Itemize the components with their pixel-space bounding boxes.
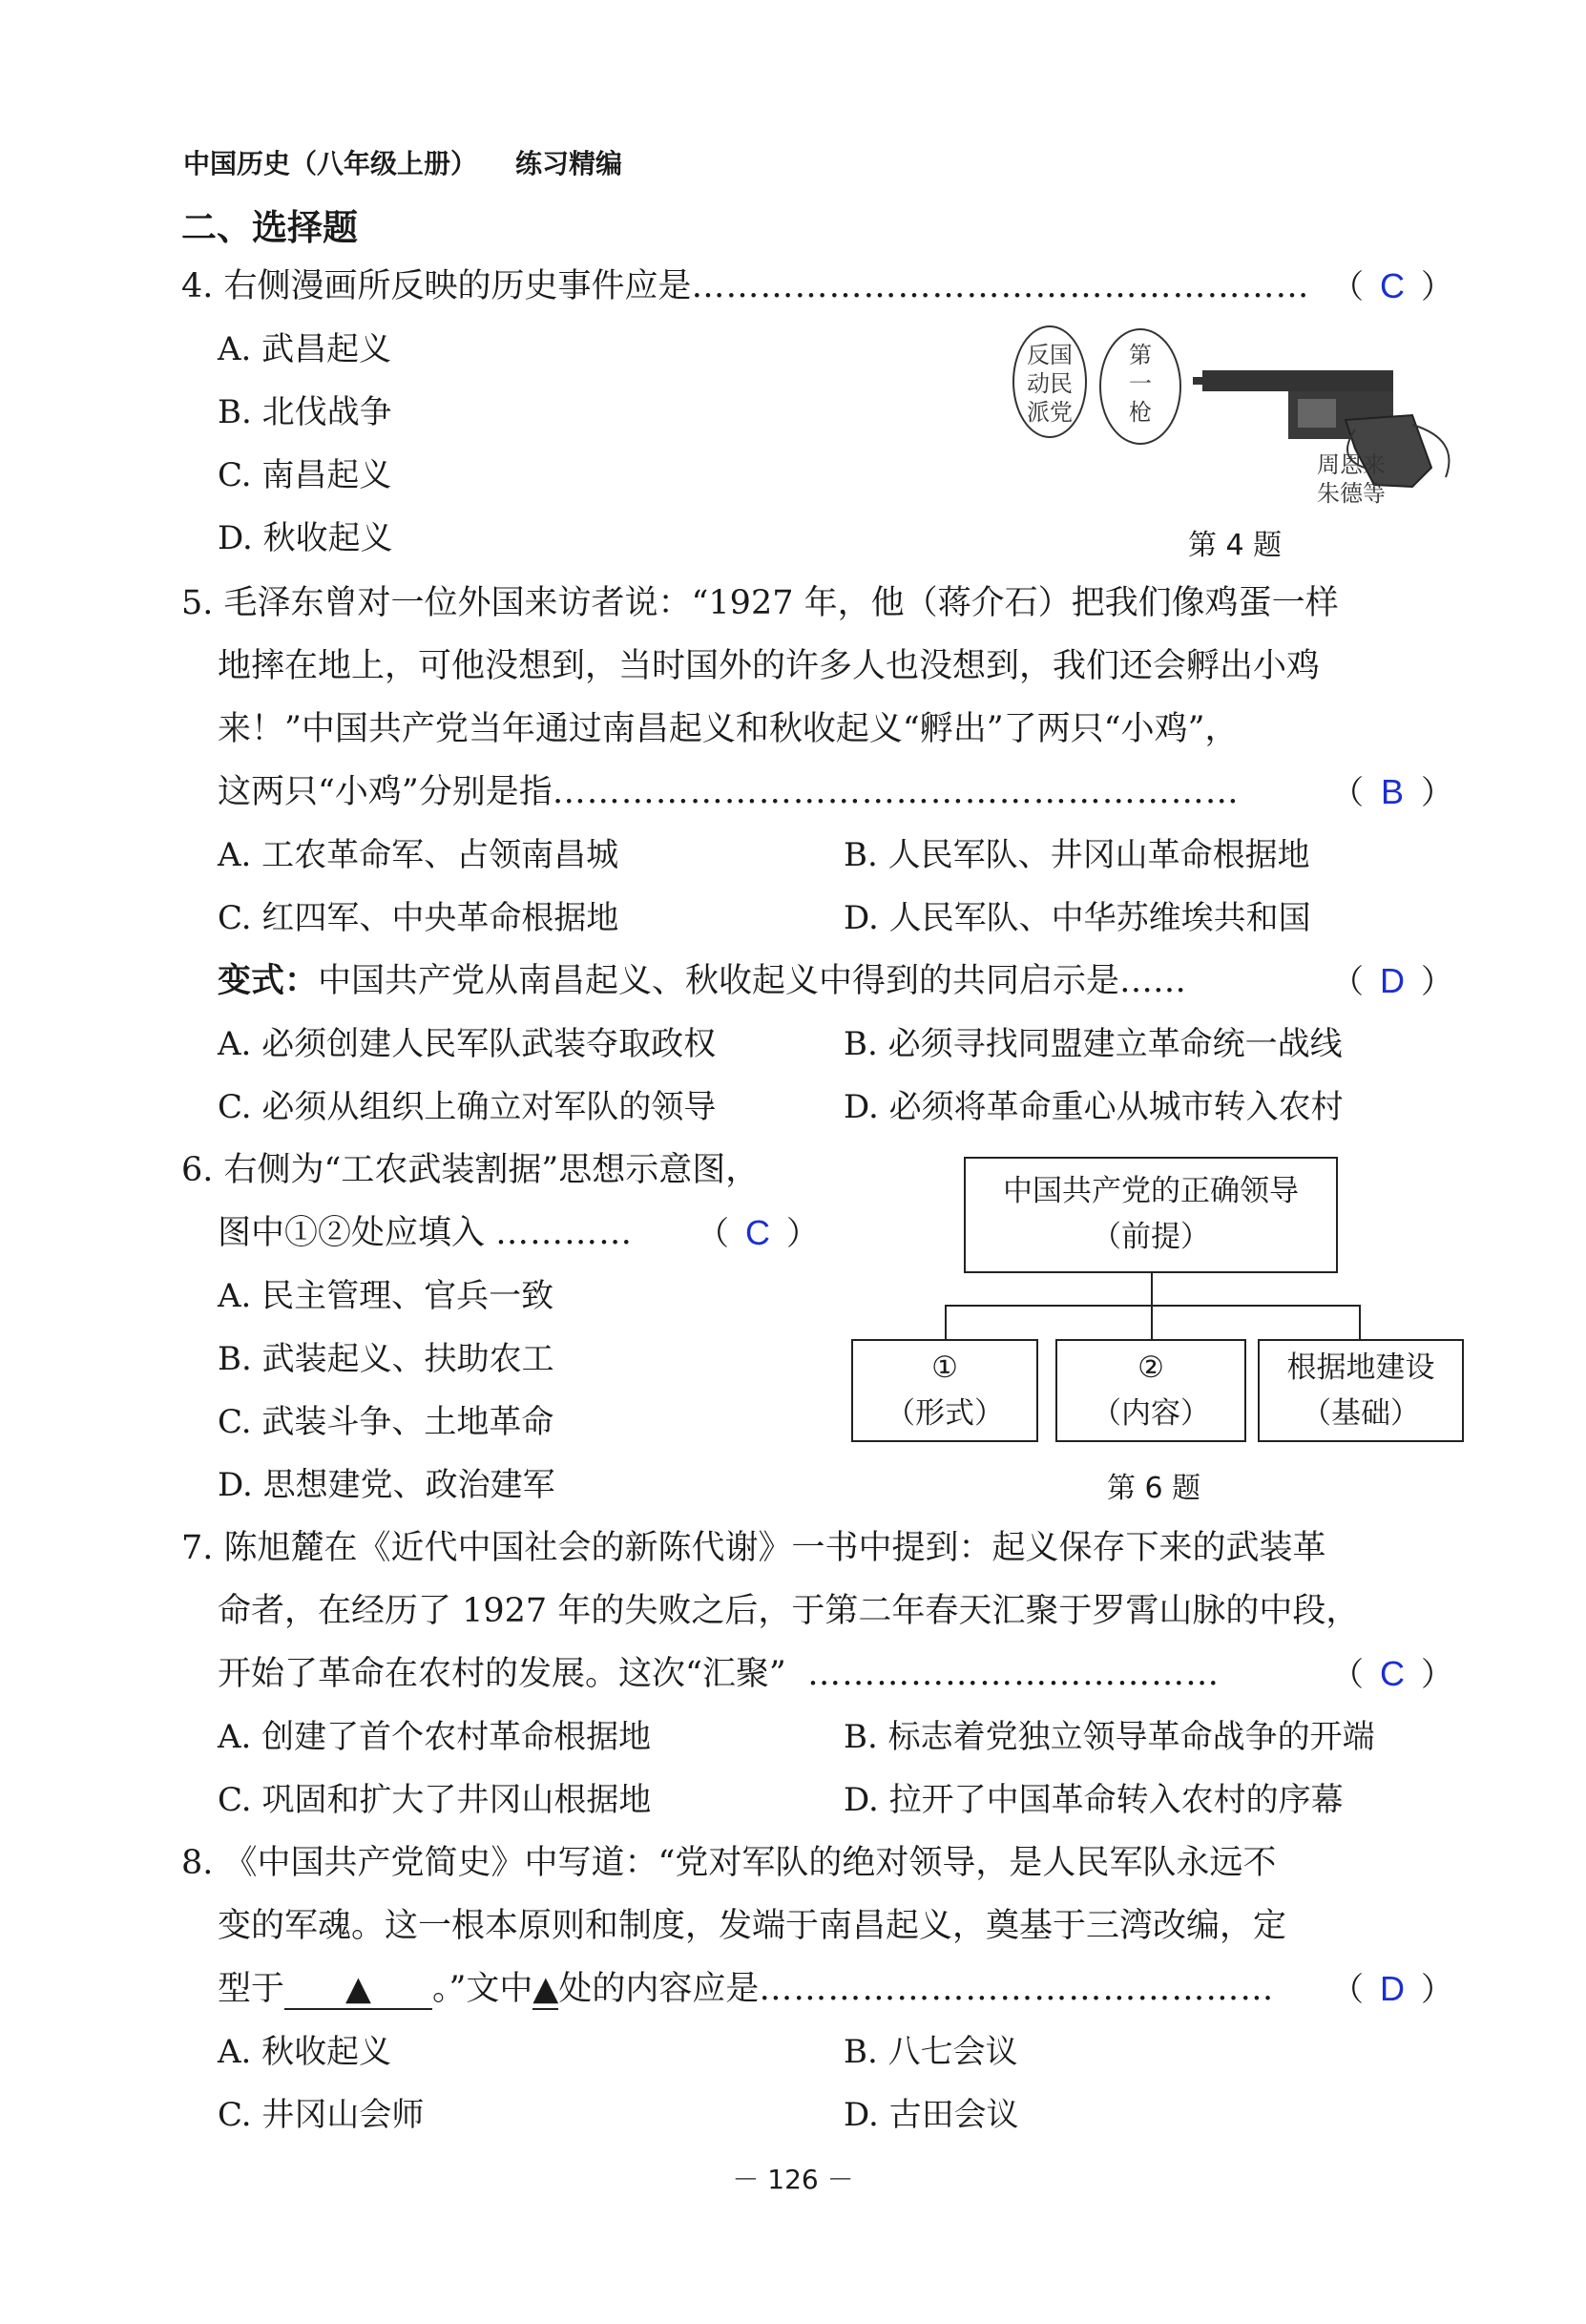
q4-answer-paren: （ C ） [1331,266,1453,306]
q8-answer-paren: （ D ） [1331,1969,1453,2009]
diagram-connector-mid [1151,1305,1153,1339]
q5-answer-paren: （ B ） [1331,772,1453,812]
q8-option-c: C. 井冈山会师 [218,2096,425,2134]
q8-option-d: D. 古田会议 [844,2096,1019,2134]
q4-caption: 第 4 题 [1188,529,1283,562]
q6-stem-line-1: 6. 右侧为“工农武装割据”思想示意图， [181,1151,760,1189]
q5-variant-option-c: C. 必须从组织上确立对军队的领导 [218,1088,717,1126]
bubble-right-line-3: 枪 [1129,399,1152,426]
q5-stem-line-4: 这两只“小鸡”分别是指…………………………………………………… [218,773,1240,811]
q7-stem-line-2: 命者，在经历了 1927 年的失败之后，于第二年春天汇聚于罗霄山脉的中段， [218,1592,1360,1630]
q5-variant-option-d: D. 必须将革命重心从城市转入农村 [844,1088,1344,1126]
q8-stem-line-3: 型于 ▲ 。”文中▲处的内容应是……………………………………… [218,1970,1275,2008]
q5-stem-line-1: 5. 毛泽东曾对一位外国来访者说：“1927 年，他（蒋介石）把我们像鸡蛋一样 [181,584,1339,622]
diagram-connector-stem [1151,1273,1153,1306]
q5-answer: B [1380,772,1404,811]
q8-stem-line-2: 变的军魂。这一根本原则和制度，发端于南昌起义，奠基于三湾改编，定 [218,1907,1287,1945]
q6-caption: 第 6 题 [1107,1472,1201,1505]
cartoon-label-line-2: 朱德等 [1317,480,1386,507]
q4-option-d: D. 秋收起义 [218,519,393,557]
q5-variant-stem: 变式：中国共产党从南昌起义、秋收起义中得到的共同启示是…… [218,962,1187,1000]
q5-variant-answer: D [1380,961,1405,1000]
q5-option-c: C. 红四军、中央革命根据地 [218,899,619,937]
bubble-left-line-1: 反国 [1027,342,1073,368]
diagram-box-content: ② （内容） [1055,1339,1246,1442]
q6-option-b: B. 武装起义、扶助农工 [218,1340,554,1378]
q7-answer: C [1380,1654,1405,1693]
q5-option-d: D. 人民军队、中华苏维埃共和国 [844,899,1311,937]
q8-answer: D [1380,1969,1405,2008]
q7-option-a: A. 创建了首个农村革命根据地 [218,1718,652,1756]
q5-variant-answer-paren: （ D ） [1331,961,1453,1001]
q4-option-a: A. 武昌起义 [218,330,392,368]
q6-stem-line-2: 图中①②处应填入 ………… [218,1214,634,1252]
bubble-right-line-2: 一 [1129,370,1152,397]
bubble-left-line-2: 动民 [1027,370,1073,397]
q5-option-b: B. 人民军队、井冈山革命根据地 [844,836,1310,874]
q8-option-b: B. 八七会议 [844,2033,1018,2071]
q8-option-a: A. 秋收起义 [218,2033,392,2071]
q5-variant-option-a: A. 必须创建人民军队武装夺取政权 [218,1025,717,1063]
q7-stem-line-3: 开始了革命在农村的发展。这次“汇聚” ……………………………… [218,1655,1221,1693]
q8-blank-mark: ▲ [532,1970,559,2008]
q4-option-c: C. 南昌起义 [218,456,392,494]
diagram-connector-right [1359,1305,1361,1339]
q5-option-a: A. 工农革命军、占领南昌城 [218,836,619,874]
q7-option-c: C. 巩固和扩大了井冈山根据地 [218,1781,652,1819]
bubble-left-line-3: 派党 [1027,399,1073,426]
series-title: 练习精编 [515,148,623,179]
q5-variant-option-b: B. 必须寻找同盟建立革命统一战线 [844,1025,1343,1063]
q7-stem-line-1: 7. 陈旭麓在《近代中国社会的新陈代谢》一书中提到：起义保存下来的武装革 [181,1529,1326,1567]
q6-answer: C [745,1213,770,1252]
q6-option-c: C. 武装斗争、土地革命 [218,1403,554,1441]
section-title: 二、选择题 [181,207,358,248]
q5-stem-line-2: 地摔在地上，可他没想到，当时国外的许多人也没想到，我们还会孵出小鸡 [218,647,1321,685]
q6-option-a: A. 民主管理、官兵一致 [218,1277,554,1315]
diagram-connector-left [945,1305,947,1339]
q4-option-b: B. 北伐战争 [218,393,392,431]
cartoon-label-line-1: 周恩来 [1317,451,1386,478]
book-title: 中国历史（八年级上册） [183,148,478,179]
page-number: － 126 － [732,2164,854,2195]
diagram-box-form: ① （形式） [851,1339,1038,1442]
q8-blank: ▲ [284,1970,432,2010]
q4-stem: 4. 右侧漫画所反映的历史事件应是……………………………………………… [181,267,1310,305]
q6-answer-paren: （ C ） [697,1213,819,1253]
diagram-box-base: 根据地建设 （基础） [1258,1339,1464,1442]
q5-stem-line-3: 来！”中国共产党当年通过南昌起义和秋收起义“孵出”了两只“小鸡”， [218,710,1239,748]
running-header [183,143,622,181]
q4-answer: C [1380,266,1405,305]
q7-answer-paren: （ C ） [1331,1654,1453,1694]
bubble-right-line-1: 第 [1129,342,1152,368]
q4-cartoon [1012,325,1470,515]
q7-option-b: B. 标志着党独立领导革命战争的开端 [844,1718,1375,1756]
q8-stem-line-1: 8. 《中国共产党简史》中写道：“党对军队的绝对领导，是人民军队永远不 [181,1844,1277,1882]
q6-option-d: D. 思想建党、政治建军 [218,1466,555,1504]
q7-option-d: D. 拉开了中国革命转入农村的序幕 [844,1781,1344,1819]
diagram-top-box: 中国共产党的正确领导 （前提） [964,1157,1338,1273]
